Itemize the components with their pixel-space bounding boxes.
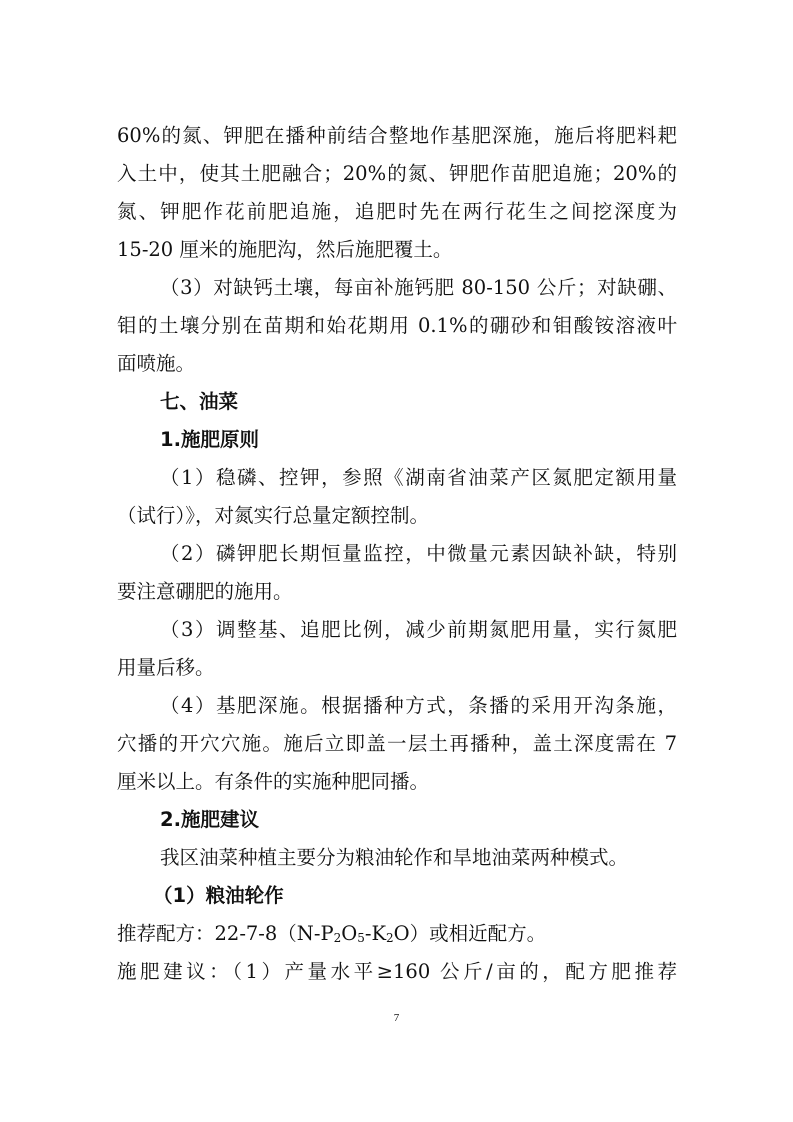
subsection-heading: 2.施肥建议	[160, 808, 259, 831]
paragraph-line: 入土中，使其土肥融合；20%的氮、钾肥作苗肥追施；20%的	[117, 162, 677, 185]
subscript: 5	[357, 931, 365, 945]
paragraph-line: 氮、钾肥作花前肥追施，追肥时先在两行花生之间挖深度为	[117, 200, 677, 223]
page-number: 7	[393, 1012, 400, 1024]
paragraph-line: （3）对缺钙土壤，每亩补施钙肥 80-150 公斤；对缺硼、	[160, 276, 677, 299]
formula-prefix: 推荐配方：22-7-8（N-P	[117, 922, 334, 945]
paragraph-line: （1）稳磷、控钾，参照《湖南省油菜产区氮肥定额用量	[160, 466, 677, 489]
formula-text: -K	[364, 922, 387, 945]
paragraph-line: （2）磷钾肥长期恒量监控，中微量元素因缺补缺，特别	[160, 542, 677, 565]
subsection-heading: 1.施肥原则	[160, 428, 259, 451]
paragraph-line: 15-20 厘米的施肥沟，然后施肥覆土。	[117, 238, 453, 261]
formula-text: O	[341, 922, 358, 945]
formula-line	[117, 922, 677, 946]
paragraph-line: （试行）》，对氮实行总量定额控制。	[117, 504, 430, 527]
paragraph-line: （3）调整基、追肥比例，减少前期氮肥用量，实行氮肥	[160, 618, 677, 641]
subsection-heading: （1）粮油轮作	[153, 884, 284, 907]
paragraph-line: 用量后移。	[117, 656, 215, 679]
paragraph-line: 厘米以上。有条件的实施种肥同播。	[117, 770, 430, 793]
paragraph-line: 要注意硼肥的施用。	[117, 580, 293, 603]
paragraph-line: 钼的土壤分别在苗期和始花期用 0.1%的硼砂和钼酸铵溶液叶	[117, 314, 677, 337]
subscript: 2	[333, 931, 342, 945]
subscript: 2	[386, 931, 394, 945]
paragraph-line: 我区油菜种植主要分为粮油轮作和旱地油菜两种模式。	[160, 846, 629, 869]
paragraph-line: 施肥建议：（1）产量水平≥160 公斤/亩的，配方肥推荐	[117, 960, 677, 983]
paragraph-line: 穴播的开穴穴施。施后立即盖一层土再播种，盖土深度需在 7	[117, 732, 677, 755]
formula-suffix: O）或相近配方。	[393, 922, 547, 945]
section-heading: 七、油菜	[160, 390, 239, 413]
paragraph-line: 面喷施。	[117, 352, 196, 375]
paragraph-line: 60%的氮、钾肥在播种前结合整地作基肥深施，施后将肥料耙	[117, 124, 677, 147]
paragraph-line: （4）基肥深施。根据播种方式，条播的采用开沟条施，	[160, 694, 677, 717]
